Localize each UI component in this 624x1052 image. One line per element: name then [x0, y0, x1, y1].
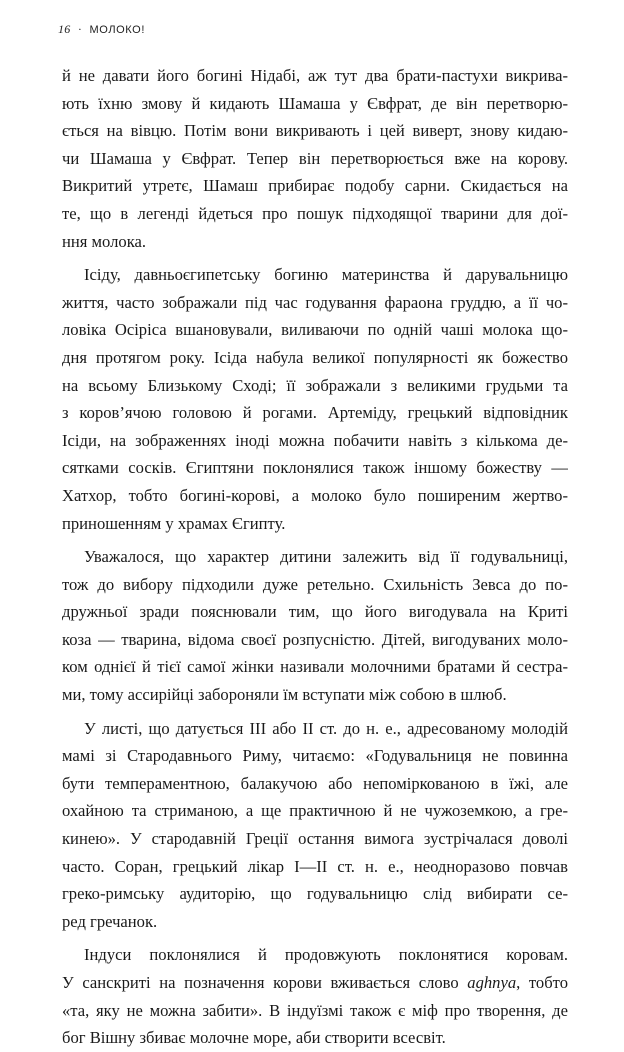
text-line: бути темпераментною, балакучою або непоміркованою в їжі, але — [62, 773, 568, 793]
text-line: ком однієї й тієї самої жінки називали молочними братами й сестра- — [62, 657, 568, 677]
text-line: дня протягом року. Ісіда набула великої популярності як божество — [62, 347, 568, 367]
text-line: Ісіду, давньоєгипетську богиню материнства й дарувальницю — [84, 265, 568, 285]
text-line: тож до вибору підходили дуже ретельно. Схильність Зевса до по- — [62, 574, 568, 594]
text-line: ред гречанок. — [62, 911, 158, 931]
text-line: коза — тварина, відома своєї розпусністю. Дітей, вигодуваних моло- — [62, 629, 568, 649]
text-line: ловіка Осіріса вшановували, виливаючи по одній чаші молока що- — [62, 320, 568, 340]
paragraph — [62, 261, 568, 537]
paragraph — [62, 62, 568, 255]
text-line: У листі, що датується ІІІ або ІІ ст. до н. е., адресованому молодій — [84, 718, 568, 738]
text-line: «та, яку не можна забити». В індуїзмі також є міф про творення, де — [62, 1000, 568, 1020]
paragraph — [62, 715, 568, 936]
text-line: ння молока. — [62, 231, 147, 251]
page-number: 16 — [58, 22, 71, 36]
text-line: чи Шамаша у Євфрат. Тепер він перетворюється вже на корову. — [62, 148, 568, 168]
text-line: сятками сосків. Єгиптяни поклонялися також іншому божеству — — [62, 458, 568, 478]
text-line: й не давати його богині Нідабі, аж тут два брати-пастухи викрива- — [62, 66, 568, 85]
text-line: приношенням у храмах Єгипту. — [62, 513, 286, 533]
text-line: життя, часто зображали під час годування фараона груддю, а її чо- — [62, 292, 568, 312]
text-line: ється на вівцю. Потім вони викривають і цей виверт, знову кидаю- — [62, 121, 568, 141]
text-line: бог Вішну збиває молочне море, аби створити всесвіт. — [62, 1028, 446, 1048]
text-line: кинею». У стародавній Греції остання вимога зустрічалася доволі — [62, 829, 568, 849]
book-title: МОЛОКО! — [89, 24, 145, 36]
text-line: греко-римську аудиторію, що годувальницю слід вибирати се- — [62, 884, 568, 904]
text-line: мамі зі Стародавнього Риму, читаємо: «Годувальниця не повинна — [62, 746, 568, 766]
sanskrit-term: aghnya — [467, 973, 517, 992]
text-line: з коров’ячою головою й рогами. Артеміду, грецький відповідник — [62, 403, 568, 423]
body-text — [62, 62, 568, 1052]
text-line: на всьому Близькому Сході; її зображали з великими грудьми та — [62, 375, 568, 395]
text-line: часто. Соран, грецький лікар І—ІІ ст. н. е., неодноразово повчав — [62, 856, 568, 876]
text-line: У санскриті на позначення корови вживається слово aghnya, тобто — [62, 973, 568, 992]
text-line: Індуси поклонялися й продовжують поклонятися коровам. — [84, 945, 568, 965]
paragraph — [62, 543, 568, 709]
text-line: Викритий утретє, Шамаш прибирає подобу сарни. Скидається на — [62, 176, 568, 196]
header-separator: · — [77, 22, 83, 36]
text-line: охайною та стриманою, а ще практичною й не чужоземкою, а гре- — [62, 801, 568, 821]
text-line: ми, тому ассирійці забороняли їм вступати між собою в шлюб. — [62, 685, 507, 705]
text-line: Уважалося, що характер дитини залежить від її годувальниці, — [84, 547, 568, 567]
text-line: ють їхню змову й кидають Шамаша у Євфрат, де він перетворю- — [62, 93, 568, 113]
running-head — [58, 22, 145, 37]
text-line: те, що в легенді йдеться про пошук підходящої тварини для дої- — [62, 203, 568, 223]
text-line: дружньої зради пояснювали тим, що його вигодувала на Криті — [62, 602, 568, 622]
paragraph — [62, 941, 568, 1051]
text-line: Хатхор, тобто богині-корові, а молоко було поширеним жертво- — [62, 485, 568, 505]
text-line: Ісіди, на зображеннях іноді можна побачити навіть з кількома де- — [62, 430, 568, 450]
